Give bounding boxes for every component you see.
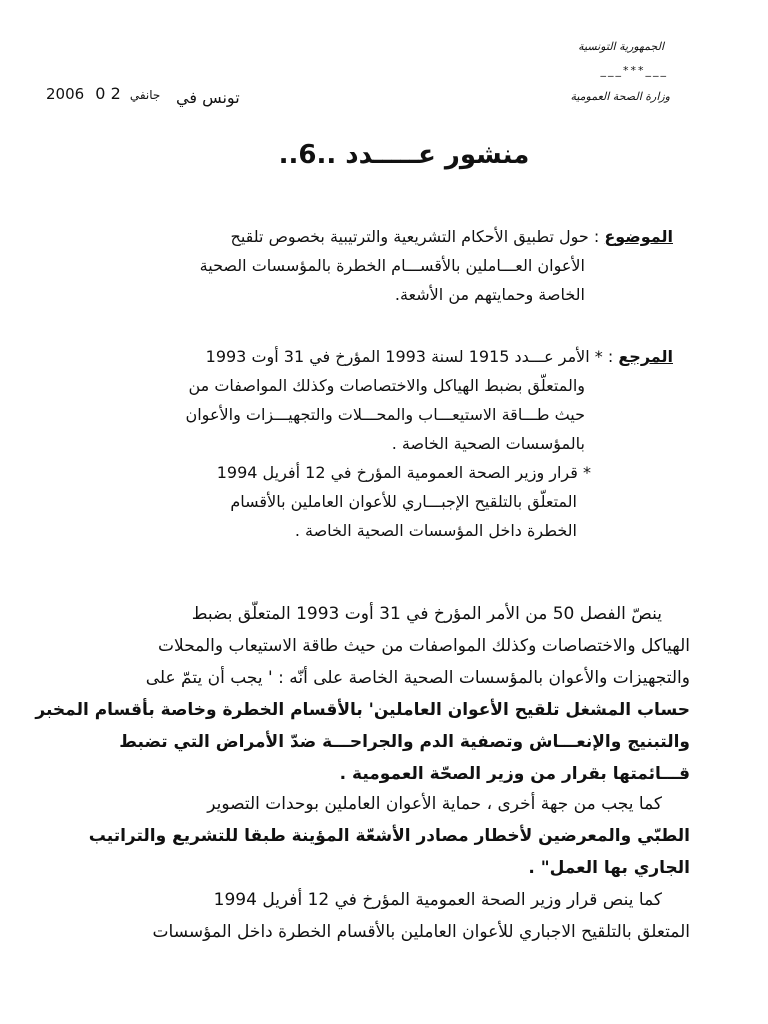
reference-label: المرجع xyxy=(618,347,673,366)
ministry-heading: وزارة الصحة العمومية xyxy=(570,90,670,103)
body-paragraph-2 xyxy=(70,788,690,884)
subject-line: حول تطبيق الأحكام التشريعية والترتيبية بخصوص تلقيح xyxy=(230,227,589,246)
paragraph-line: كما ينص قرار وزير الصحة العمومية المؤرخ في 12 أفريل 1994 xyxy=(213,890,662,910)
reference-line: * قرار وزير الصحة العمومية المؤرخ في 12 أفريل 1994 xyxy=(216,463,591,482)
reference-line: * الأمر عـــدد 1915 لسنة 1993 المؤرخ في 31 أوت 1993 xyxy=(205,347,603,366)
document-date xyxy=(46,84,160,103)
reference-line: بالمؤسسات الصحية الخاصة . xyxy=(391,434,585,453)
reference-section: المرجع : * الأمر عـــدد 1915 لسنة 1993 المؤرخ في 31 أوت 1993 والمتعلّق بضبط الهياكل والاختصاصات وكذلك المواصفات من حيث طـــاقة الاستيعـــاب والمحـــلات والتجهيـــزات والأعوان بالمؤسسات الصحية الخاصة . * قرار وزير الصحة العمومية المؤرخ في 12 أفريل 1994 المتعلّق بالتلقيح الإجبـــاري للأعوان العاملين بالأقسام الخطرة داخل المؤسسات الصحية الخاصة . xyxy=(33,342,673,545)
paragraph-line: كما يجب من جهة أخرى ، حماية الأعوان العاملين بوحدات التصوير xyxy=(207,794,662,814)
date-month: جانفي xyxy=(129,88,161,102)
subject-label: الموضوع xyxy=(604,227,673,246)
republic-heading: الجمهورية التونسية xyxy=(578,40,664,53)
paragraph-line: والتجهيزات والأعوان بالمؤسسات الصحية الخاصة على أنّه : ' يجب أن يتمّ على xyxy=(145,668,690,688)
date-year: 2006 xyxy=(46,85,85,103)
document-title: منشور عـــــدد ..6.. xyxy=(278,140,530,170)
date-day: 2 0 xyxy=(95,84,121,103)
body-paragraph-3 xyxy=(70,884,690,948)
header-separator: ___***___ xyxy=(600,64,668,77)
paragraph-line: الجاري بها العمل" . xyxy=(528,858,690,878)
reference-line: حيث طـــاقة الاستيعـــاب والمحـــلات والتجهيـــزات والأعوان xyxy=(185,405,585,424)
subject-section: الموضوع : حول تطبيق الأحكام التشريعية والترتيبية بخصوص تلقيح الأعوان العـــاملين بالأقســـام الخطرة بالمؤسسات الصحية الخاصة وحمايتهم من الأشعة. xyxy=(73,222,673,309)
paragraph-line: المتعلق بالتلقيح الاجباري للأعوان العاملين بالأقسام الخطرة داخل المؤسسات xyxy=(152,922,690,942)
paragraph-line: الطبّي والمعرضين لأخطار مصادر الأشعّة المؤينة طبقا للتشريع والتراتيب xyxy=(88,826,690,846)
paragraph-line: ينصّ الفصل 50 من الأمر المؤرخ في 31 أوت 1993 المتعلّق بضبط xyxy=(191,604,662,624)
paragraph-line: والتبنيج والإنعـــاش وتصفية الدم والجراحـــة ضدّ الأمراض التي تضبط xyxy=(119,732,690,752)
body-paragraph-1 xyxy=(35,598,690,790)
subject-line: الخاصة وحمايتهم من الأشعة. xyxy=(394,285,585,304)
reference-line: والمتعلّق بضبط الهياكل والاختصاصات وكذلك المواصفات من xyxy=(188,376,585,395)
reference-line: الخطرة داخل المؤسسات الصحية الخاصة . xyxy=(294,521,577,540)
paragraph-line: قـــائمتها بقرار من وزير الصحّة العمومية . xyxy=(339,764,690,784)
paragraph-line: حساب المشغل تلقيح الأعوان العاملين' بالأقسام الخطرة وخاصة بأقسام المخبر xyxy=(35,700,690,720)
place-label: تونس في xyxy=(176,88,240,107)
paragraph-line: الهياكل والاختصاصات وكذلك المواصفات من حيث طاقة الاستيعاب والمحلات xyxy=(158,636,690,656)
subject-line: الأعوان العـــاملين بالأقســـام الخطرة بالمؤسسات الصحية xyxy=(199,256,585,275)
reference-line: المتعلّق بالتلقيح الإجبـــاري للأعوان العاملين بالأقسام xyxy=(230,492,577,511)
